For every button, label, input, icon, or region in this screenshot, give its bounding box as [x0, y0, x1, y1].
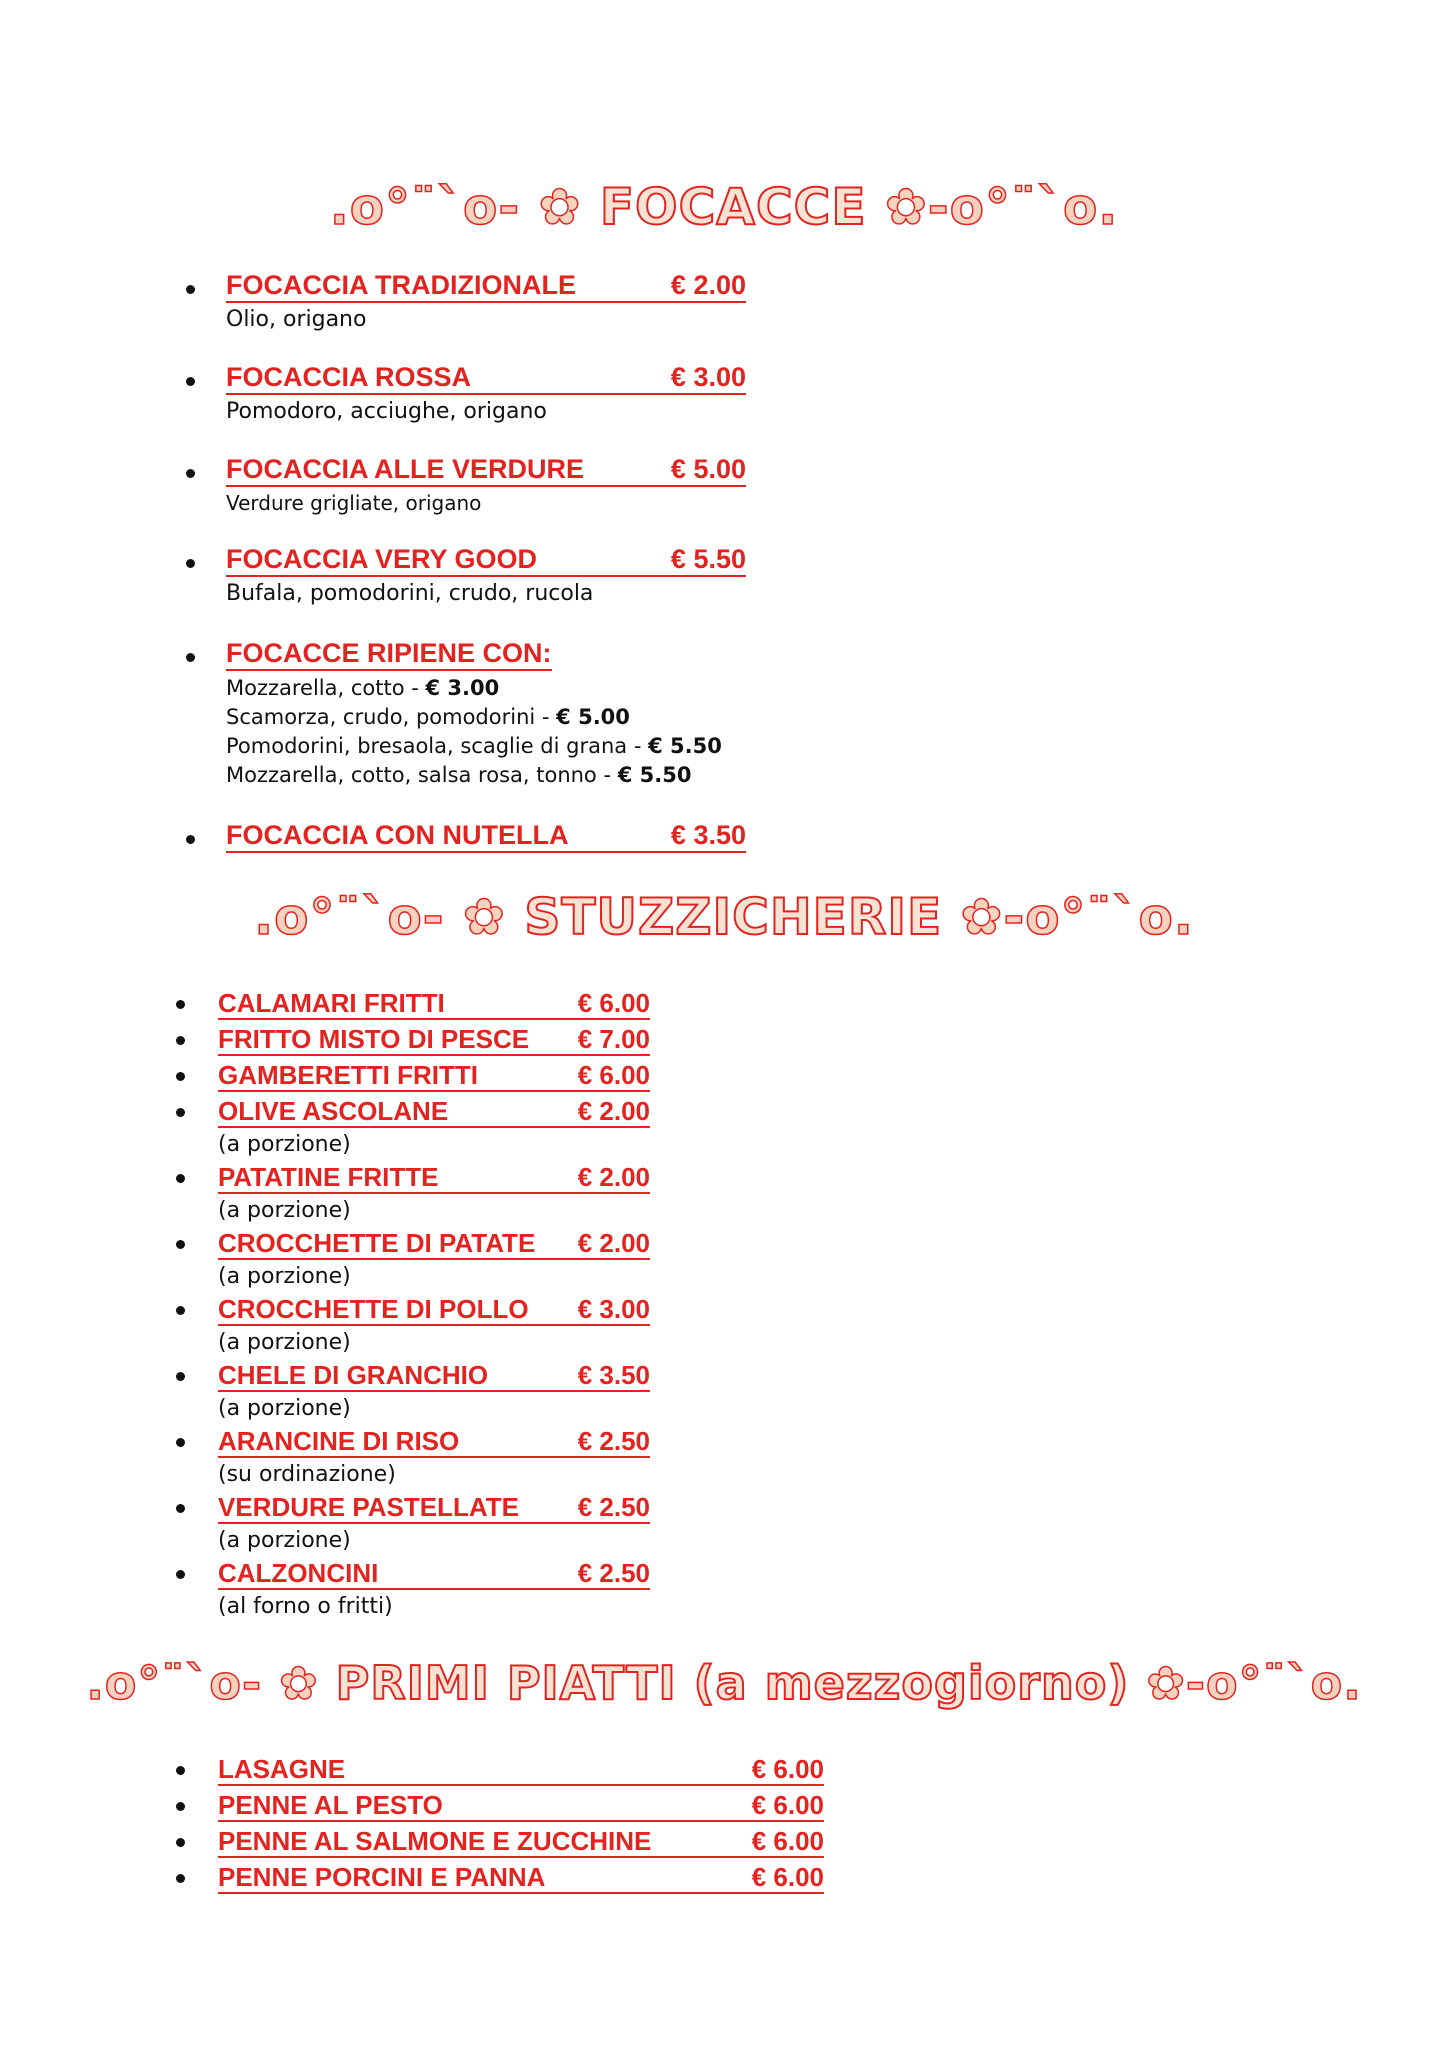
- bullet: [186, 469, 195, 478]
- item-name: FRITTO MISTO DI PESCE: [218, 1024, 530, 1054]
- item-row: [218, 1864, 824, 1894]
- item-row: [226, 456, 746, 487]
- item-price: € 6.00: [577, 988, 650, 1018]
- decoration-left: .o°¨`o-: [329, 178, 521, 236]
- bullet: [176, 1766, 185, 1775]
- filling-price: € 5.50: [648, 734, 722, 758]
- item-name: FOCACCIA VERY GOOD: [226, 544, 538, 574]
- item-price: € 5.50: [670, 544, 746, 574]
- filling-option: Mozzarella, cotto, salsa rosa, tonno - € 5.50: [226, 763, 692, 787]
- item-name: CROCCHETTE DI PATATE: [218, 1228, 536, 1258]
- stuzzicherie-list: [176, 990, 776, 1626]
- item-row: [218, 1026, 650, 1056]
- item-row: [218, 1098, 650, 1128]
- item-price: € 6.00: [751, 1862, 824, 1892]
- item-description: (a porzione): [218, 1528, 351, 1553]
- item-name: FOCACCIA ALLE VERDURE: [226, 454, 585, 484]
- flower-icon: ✿: [538, 178, 582, 236]
- menu-item: [176, 1062, 776, 1098]
- item-name: FOCACCIA ROSSA: [226, 362, 472, 392]
- item-price: € 2.50: [577, 1558, 650, 1588]
- item-row: [226, 546, 746, 577]
- item-price: € 2.00: [670, 270, 746, 300]
- flower-icon: ✿: [462, 888, 506, 946]
- section-heading-primi: [0, 1656, 1448, 1710]
- item-name: PENNE AL PESTO: [218, 1790, 443, 1820]
- menu-item: [176, 1828, 876, 1864]
- primi-list: [176, 1756, 876, 1900]
- item-description: (a porzione): [218, 1198, 351, 1223]
- menu-item: [176, 1494, 776, 1560]
- item-description: Olio, origano: [226, 307, 367, 332]
- item-price: € 2.00: [577, 1228, 650, 1258]
- decoration-left: .o°¨`o-: [86, 1656, 263, 1710]
- item-row: [218, 1560, 650, 1590]
- filling-option: Pomodorini, bresaola, scaglie di grana - € 5.50: [226, 734, 722, 758]
- bullet: [176, 1174, 185, 1183]
- bullet: [176, 1240, 185, 1249]
- menu-item: [176, 1428, 776, 1494]
- item-price: € 6.00: [751, 1790, 824, 1820]
- item-price: € 2.50: [577, 1492, 650, 1522]
- bullet: [176, 1570, 185, 1579]
- section-heading-stuzzicherie: [0, 888, 1448, 946]
- item-description: (a porzione): [218, 1396, 351, 1421]
- filling-price: € 3.00: [425, 676, 500, 700]
- item-row: [218, 1062, 650, 1092]
- item-name: FOCACCIA TRADIZIONALE: [226, 270, 576, 300]
- item-name: FOCACCE RIPIENE CON:: [226, 640, 552, 671]
- item-name: GAMBERETTI FRITTI: [218, 1060, 478, 1090]
- menu-item: [176, 1296, 776, 1362]
- filling-option: Scamorza, crudo, pomodorini - € 5.00: [226, 705, 630, 729]
- item-name: OLIVE ASCOLANE: [218, 1096, 449, 1126]
- bullet: [176, 1504, 185, 1513]
- flower-icon: ✿: [1146, 1656, 1186, 1710]
- item-price: € 6.00: [751, 1754, 824, 1784]
- bullet: [186, 285, 195, 294]
- item-name: ARANCINE DI RISO: [218, 1426, 460, 1456]
- bullet: [176, 1802, 185, 1811]
- bullet: [186, 835, 195, 844]
- filling-price: € 5.00: [556, 705, 630, 729]
- bullet: [186, 653, 195, 662]
- item-name: CALAMARI FRITTI: [218, 988, 445, 1018]
- flower-icon: ✿: [884, 178, 928, 236]
- menu-item: [176, 1230, 776, 1296]
- item-row: [218, 1230, 650, 1260]
- flower-icon: ✿: [279, 1656, 319, 1710]
- item-description: (a porzione): [218, 1132, 351, 1157]
- item-price: € 2.00: [577, 1096, 650, 1126]
- item-description: Pomodoro, acciughe, origano: [226, 399, 547, 424]
- item-price: € 5.00: [670, 454, 746, 484]
- item-description: (su ordinazione): [218, 1462, 396, 1487]
- item-price: € 2.50: [577, 1426, 650, 1456]
- filling-price: € 5.50: [617, 763, 692, 787]
- item-description: (a porzione): [218, 1264, 351, 1289]
- decoration-right: -o°¨`o.: [1003, 888, 1194, 946]
- bullet: [176, 1108, 185, 1117]
- bullet: [176, 1838, 185, 1847]
- item-price: € 3.50: [577, 1360, 650, 1390]
- menu-item: [176, 1792, 876, 1828]
- decoration-right: -o°¨`o.: [1185, 1656, 1362, 1710]
- item-name: PATATINE FRITTE: [218, 1162, 439, 1192]
- bullet: [176, 1000, 185, 1009]
- section-title: FOCACCE: [599, 178, 867, 236]
- item-name: PENNE AL SALMONE E ZUCCHINE: [218, 1826, 652, 1856]
- bullet: [186, 377, 195, 386]
- section-title: PRIMI PIATTI (a mezzogiorno): [335, 1656, 1130, 1710]
- item-price: € 6.00: [751, 1826, 824, 1856]
- menu-item: [176, 990, 776, 1026]
- item-price: € 3.50: [670, 820, 746, 850]
- section-title: STUZZICHERIE: [524, 888, 943, 946]
- item-row: [218, 1362, 650, 1392]
- item-description: Bufala, pomodorini, crudo, rucola: [226, 581, 594, 606]
- menu-item: [176, 1164, 776, 1230]
- item-description: (a porzione): [218, 1330, 351, 1355]
- filling-option: Mozzarella, cotto - € 3.00: [226, 676, 500, 700]
- item-row: [218, 1428, 650, 1458]
- item-row: [226, 272, 746, 303]
- item-row: [218, 990, 650, 1020]
- item-name: FOCACCIA CON NUTELLA: [226, 820, 569, 850]
- item-description: (al forno o fritti): [218, 1594, 393, 1619]
- menu-item: [176, 1864, 876, 1900]
- item-price: € 6.00: [577, 1060, 650, 1090]
- item-name: LASAGNE: [218, 1754, 346, 1784]
- item-row: [218, 1792, 824, 1822]
- item-name: VERDURE PASTELLATE: [218, 1492, 519, 1522]
- item-row: [218, 1494, 650, 1524]
- item-row: [226, 364, 746, 395]
- item-description: Verdure grigliate, origano: [226, 491, 482, 515]
- item-row: [218, 1164, 650, 1194]
- item-row: [218, 1756, 824, 1786]
- menu-item: [176, 1026, 776, 1062]
- bullet: [176, 1072, 185, 1081]
- decoration-left: .o°¨`o-: [254, 888, 445, 946]
- menu-item: [176, 1756, 876, 1792]
- item-price: € 7.00: [577, 1024, 650, 1054]
- item-name: CHELE DI GRANCHIO: [218, 1360, 489, 1390]
- menu-item: [176, 1098, 776, 1164]
- menu-item: [176, 1362, 776, 1428]
- bullet: [186, 559, 195, 568]
- bullet: [176, 1036, 185, 1045]
- item-price: € 3.00: [670, 362, 746, 392]
- item-row: [226, 822, 746, 853]
- flower-icon: ✿: [960, 888, 1004, 946]
- decoration-right: -o°¨`o.: [927, 178, 1119, 236]
- item-name: CALZONCINI: [218, 1558, 379, 1588]
- item-row: [218, 1296, 650, 1326]
- bullet: [176, 1372, 185, 1381]
- item-price: € 3.00: [577, 1294, 650, 1324]
- section-heading-focacce: [0, 178, 1448, 236]
- item-name: PENNE PORCINI E PANNA: [218, 1862, 546, 1892]
- item-row: [218, 1828, 824, 1858]
- bullet: [176, 1438, 185, 1447]
- bullet: [176, 1306, 185, 1315]
- bullet: [176, 1874, 185, 1883]
- item-name: CROCCHETTE DI POLLO: [218, 1294, 529, 1324]
- item-price: € 2.00: [577, 1162, 650, 1192]
- menu-item: [176, 1560, 776, 1626]
